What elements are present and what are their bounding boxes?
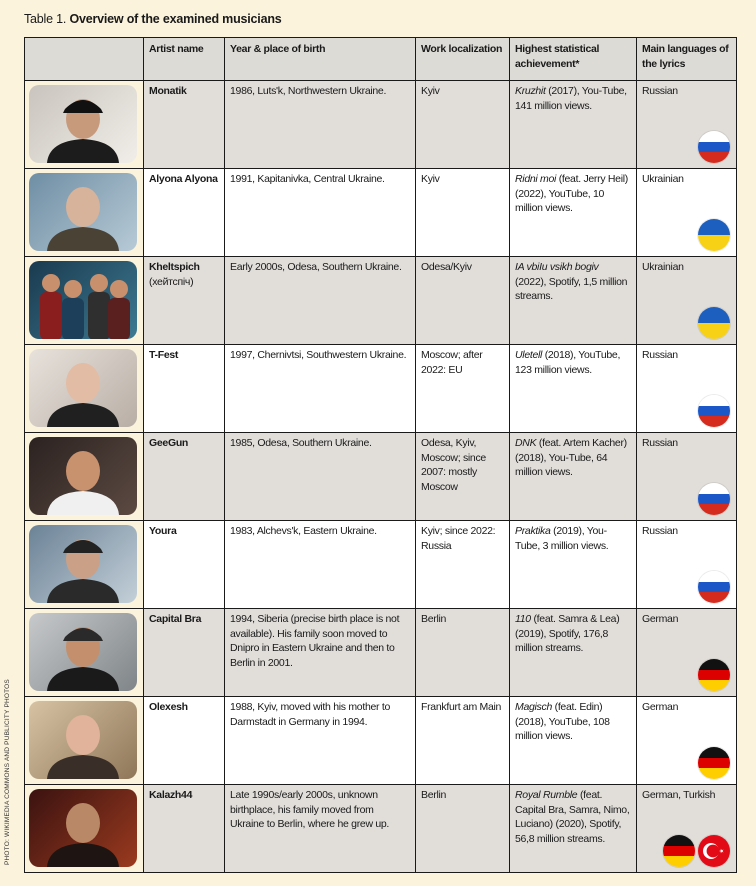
person-silhouette [29,173,137,251]
language-cell [637,785,737,873]
achievement-details: (feat. Jerry Heil) (2022), YouTube, 10 million views. [515,173,628,214]
language-text: Ukrainian [642,261,684,273]
artist-photo-cell [25,345,144,433]
flag-group [698,131,730,163]
language-text: Ukrainian [642,173,684,185]
song-title: DNK [515,437,537,449]
artist-name: GeeGun [149,437,189,449]
artist-photo-cell [25,785,144,873]
language-text: German, Turkish [642,789,716,801]
artist-photo-cell [25,433,144,521]
artist-alt-name: (хейтспіч) [149,275,194,288]
ukraine-flag-icon [698,307,730,339]
language-text: Russian [642,85,678,97]
birth-cell: Early 2000s, Odesa, Southern Ukraine. [225,257,416,345]
header-achievement: Highest statistical achievement* [510,38,637,81]
achievement-details: (2017), You-Tube, 141 million views. [515,85,627,112]
portrait-photo [29,789,137,867]
person-silhouette [29,701,137,779]
song-title: Uletell [515,349,543,361]
language-cell [637,345,737,433]
artist-name: Capital Bra [149,613,202,625]
portrait-photo [29,173,137,251]
achievement-details: (feat. Samra & Lea) (2019), Spotify, 176,8 million streams. [515,613,620,654]
artist-photo-cell [25,697,144,785]
achievement-details: (feat. Artem Kacher) (2018), You-Tube, 64 million views. [515,437,627,478]
artist-name-cell [144,433,225,521]
artist-photo-cell [25,169,144,257]
language-text: German [642,701,679,713]
russia-flag-icon [698,571,730,603]
photo-credit: PHOTO: WIKIMEDIA COMMONS AND PUBLICITY PHOTOS [4,679,11,865]
work-cell: Berlin [416,609,510,697]
table-row [25,521,737,609]
language-cell [637,433,737,521]
song-title: Royal Rumble [515,789,578,801]
caption-prefix: Table 1. [24,12,70,26]
group-photo [29,261,137,339]
portrait-photo [29,525,137,603]
table-row [25,257,737,345]
flag-group [698,747,730,779]
birth-cell: 1983, Alchevs'k, Eastern Ukraine. [225,521,416,609]
portrait-photo [29,349,137,427]
table-row [25,81,737,169]
artist-name: Alyona Alyona [149,173,218,185]
artist-name-cell [144,257,225,345]
achievement-cell [510,169,637,257]
language-text: Russian [642,525,678,537]
artist-name-cell [144,81,225,169]
russia-flag-icon [698,483,730,515]
flag-group [698,659,730,691]
achievement-details: (feat. Capital Bra, Samra, Nimo, Luciano) (2020), Spotify, 56,8 million streams. [515,789,630,845]
header-photo [25,38,144,81]
table-caption [24,12,282,26]
artist-name: Monatik [149,85,187,97]
artist-photo-cell [25,81,144,169]
birth-cell: 1985, Odesa, Southern Ukraine. [225,433,416,521]
table-row [25,697,737,785]
birth-cell: 1991, Kapitanivka, Central Ukraine. [225,169,416,257]
group-silhouette [29,261,137,339]
artist-name: Youra [149,525,177,537]
song-title: 110 [515,613,531,625]
song-title: Magisch [515,701,552,713]
artist-photo-cell [25,521,144,609]
birth-cell: 1997, Chernivtsi, Southwestern Ukraine. [225,345,416,433]
achievement-cell [510,345,637,433]
header-row [25,38,737,81]
achievement-cell [510,785,637,873]
artist-name: Olexesh [149,701,188,713]
flag-group [698,483,730,515]
artist-photo-cell [25,257,144,345]
table-row [25,433,737,521]
birth-cell: 1994, Siberia (precise birth place is not available). His family soon moved to Dnipro in Eastern Ukraine and then to Berlin in 2001. [225,609,416,697]
person-silhouette [29,349,137,427]
artist-name-cell [144,169,225,257]
table-row [25,345,737,433]
portrait-photo [29,437,137,515]
table-row [25,785,737,873]
germany-flag-icon [698,747,730,779]
russia-flag-icon [698,395,730,427]
person-silhouette [29,789,137,867]
artist-name-cell [144,521,225,609]
artist-name-cell [144,609,225,697]
song-title: Kruzhit [515,85,546,97]
artist-name: T-Fest [149,349,179,361]
birth-cell: Late 1990s/early 2000s, unknown birthplace, his family moved from Ukraine to Berlin, where he grew up. [225,785,416,873]
work-cell: Frankfurt am Main [416,697,510,785]
musicians-table [24,37,737,873]
caption-title: Overview of the examined musicians [69,12,282,26]
birth-cell: 1986, Luts'k, Northwestern Ukraine. [225,81,416,169]
flag-group [698,219,730,251]
work-cell: Odesa, Kyiv, Moscow; since 2007: mostly Moscow [416,433,510,521]
achievement-details: (2022), Spotify, 1,5 million streams. [515,275,628,302]
work-cell: Moscow; after 2022: EU [416,345,510,433]
portrait-photo [29,613,137,691]
language-cell [637,257,737,345]
language-cell [637,169,737,257]
achievement-details: (2018), YouTube, 123 million views. [515,349,621,376]
language-text: German [642,613,679,625]
person-silhouette [29,613,137,691]
flag-group [663,835,730,867]
achievement-details: (feat. Edin) (2018), YouTube, 108 million views. [515,701,610,742]
artist-name-cell [144,785,225,873]
table-row [25,169,737,257]
achievement-cell [510,433,637,521]
header-work: Work localization [416,38,510,81]
header-artist: Artist name [144,38,225,81]
birth-cell: 1988, Kyiv, moved with his mother to Darmstadt in Germany in 1994. [225,697,416,785]
turkey-flag-icon [698,835,730,867]
work-cell: Kyiv [416,169,510,257]
portrait-photo [29,701,137,779]
flag-group [698,571,730,603]
language-text: Russian [642,437,678,449]
russia-flag-icon [698,131,730,163]
achievement-cell [510,81,637,169]
work-cell: Kyiv; since 2022: Russia [416,521,510,609]
header-birth: Year & place of birth [225,38,416,81]
artist-name-cell [144,697,225,785]
achievement-cell [510,697,637,785]
language-cell [637,81,737,169]
person-silhouette [29,525,137,603]
song-title: IA vbiIu vsikh bogiv [515,261,599,273]
work-cell: Berlin [416,785,510,873]
language-cell [637,521,737,609]
language-cell [637,609,737,697]
artist-photo-cell [25,609,144,697]
ukraine-flag-icon [698,219,730,251]
germany-flag-icon [663,835,695,867]
song-title: Ridni moi [515,173,557,185]
achievement-details: (2019), You-Tube, 3 million views. [515,525,609,552]
person-silhouette [29,437,137,515]
work-cell: Kyiv [416,81,510,169]
achievement-cell [510,609,637,697]
artist-name-cell [144,345,225,433]
achievement-cell [510,257,637,345]
language-text: Russian [642,349,678,361]
header-lang: Main languages of the lyrics [637,38,737,81]
portrait-photo [29,85,137,163]
language-cell [637,697,737,785]
germany-flag-icon [698,659,730,691]
artist-name: Kheltspich [149,261,200,273]
song-title: Praktika [515,525,551,537]
work-cell: Odesa/Kyiv [416,257,510,345]
person-silhouette [29,85,137,163]
table-row [25,609,737,697]
artist-name: Kalazh44 [149,789,193,801]
achievement-cell [510,521,637,609]
flag-group [698,395,730,427]
flag-group [698,307,730,339]
